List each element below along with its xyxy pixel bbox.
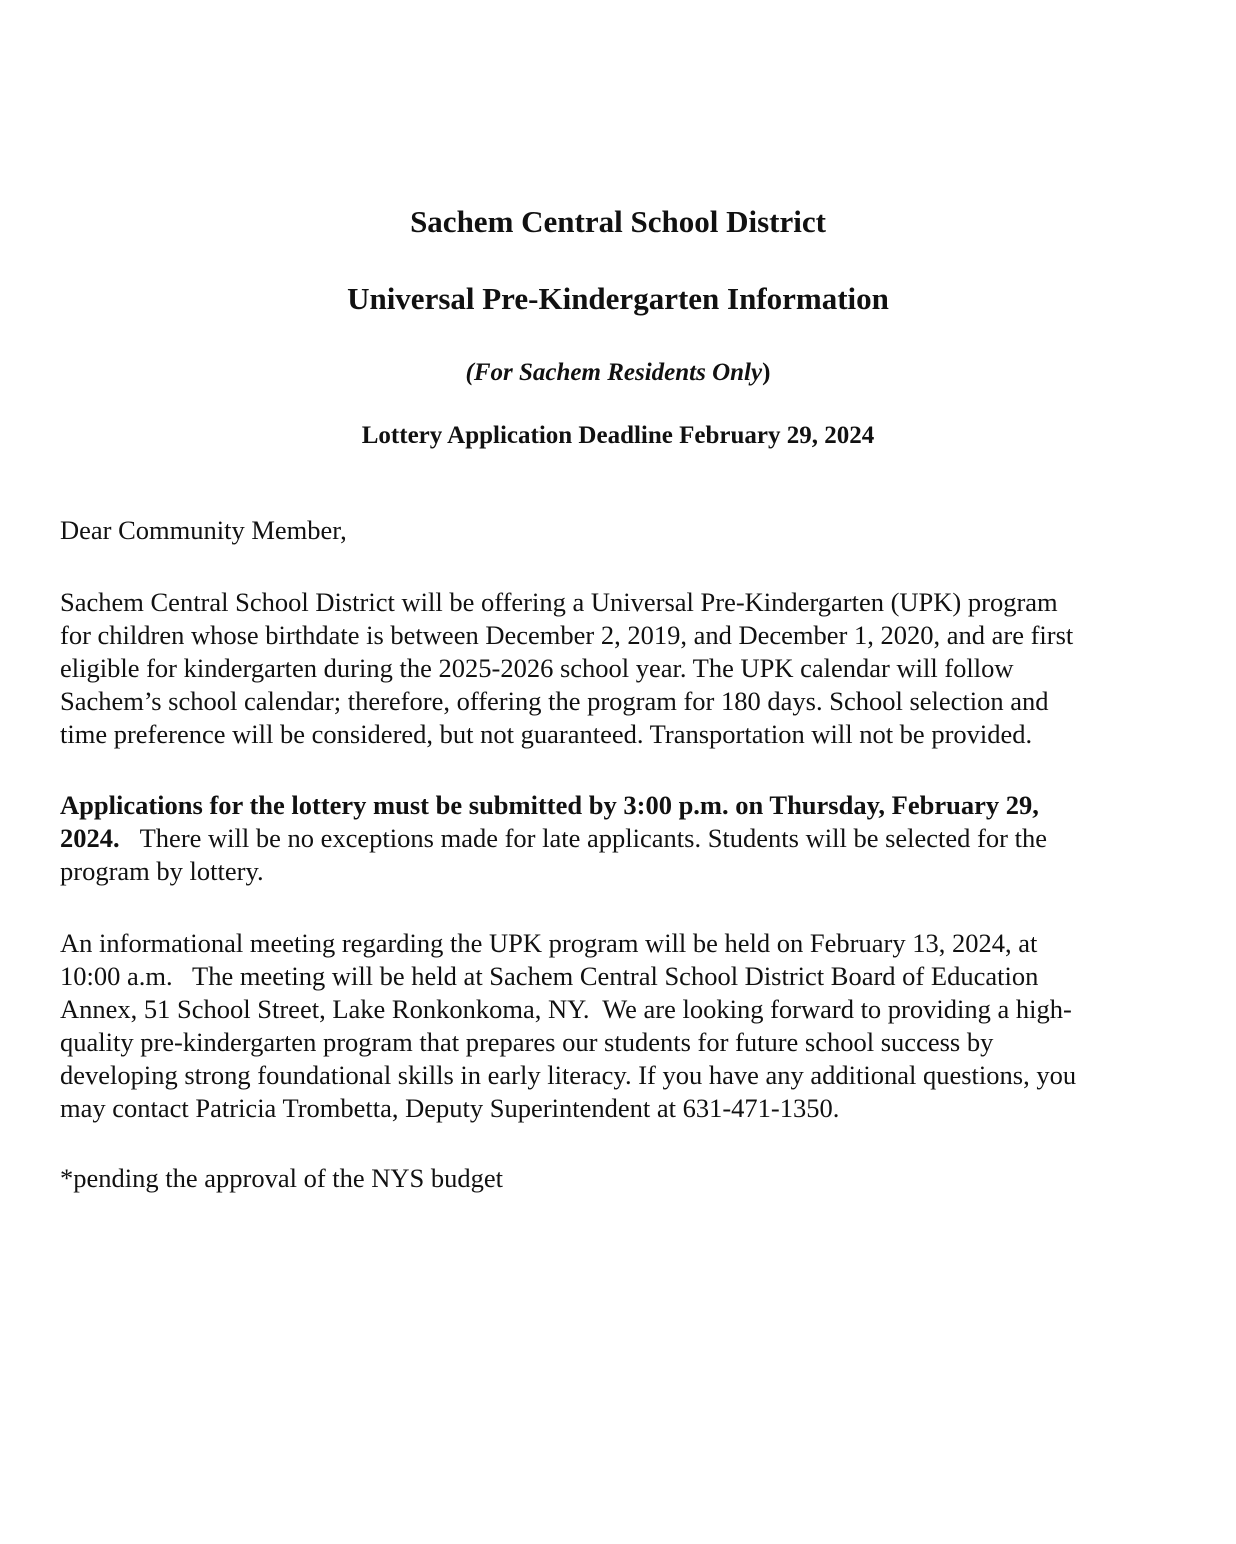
paragraph-line: time preference will be considered, but not guaranteed. Transportation will not be provided. xyxy=(60,719,1033,749)
paragraph-line: eligible for kindergarten during the 2025-2026 school year. The UPK calendar will follow xyxy=(60,653,1014,683)
program-title: Universal Pre-Kindergarten Information xyxy=(347,281,889,316)
paragraph-line: for children whose birthdate is between December 2, 2019, and December 1, 2020, and are first xyxy=(60,620,1074,650)
residents-open-paren: ( xyxy=(465,359,474,386)
program-description-paragraph xyxy=(60,586,1180,751)
district-title: Sachem Central School District xyxy=(410,204,826,239)
paragraph-line: An informational meeting regarding the UPK program will be held on February 13, 2024, at xyxy=(60,928,1038,958)
paragraph-line: quality pre-kindergarten program that prepares our students for future school success by xyxy=(60,1027,994,1057)
informational-meeting-paragraph xyxy=(60,927,1180,1125)
residents-only-note xyxy=(0,356,1236,390)
paragraph-line: 10:00 a.m. The meeting will be held at Sachem Central School District Board of Education xyxy=(60,961,1039,991)
application-deadline-paragraph xyxy=(60,789,1180,888)
deadline-heading: Lottery Application Deadline February 29, 2024 xyxy=(361,422,875,449)
salutation: Dear Community Member, xyxy=(60,515,347,545)
late-applicants-text: There will be no exceptions made for late applicants. Students will be selected for the xyxy=(139,823,1047,853)
paragraph-line: Sachem Central School District will be offering a Universal Pre-Kindergarten (UPK) program xyxy=(60,587,1058,617)
budget-footnote: *pending the approval of the NYS budget xyxy=(60,1163,504,1193)
paragraph-line: Sachem’s school calendar; therefore, offering the program for 180 days. School selection and xyxy=(60,686,1049,716)
paragraph-line: may contact Patricia Trombetta, Deputy Superintendent at 631-471-1350. xyxy=(60,1093,840,1123)
paragraph-line xyxy=(60,822,1180,855)
deadline-bold-line: Applications for the lottery must be submitted by 3:00 p.m. on Thursday, February 29, xyxy=(60,790,1039,820)
residents-close-paren: ) xyxy=(762,359,771,386)
deadline-year: 2024. xyxy=(60,823,120,853)
paragraph-line: program by lottery. xyxy=(60,856,264,886)
paragraph-line: developing strong foundational skills in early literacy. If you have any additional questions, you xyxy=(60,1060,1077,1090)
paragraph-line: Annex, 51 School Street, Lake Ronkonkoma, NY. We are looking forward to providing a high- xyxy=(60,994,1072,1024)
residents-only-text: For Sachem Residents Only xyxy=(473,359,763,386)
